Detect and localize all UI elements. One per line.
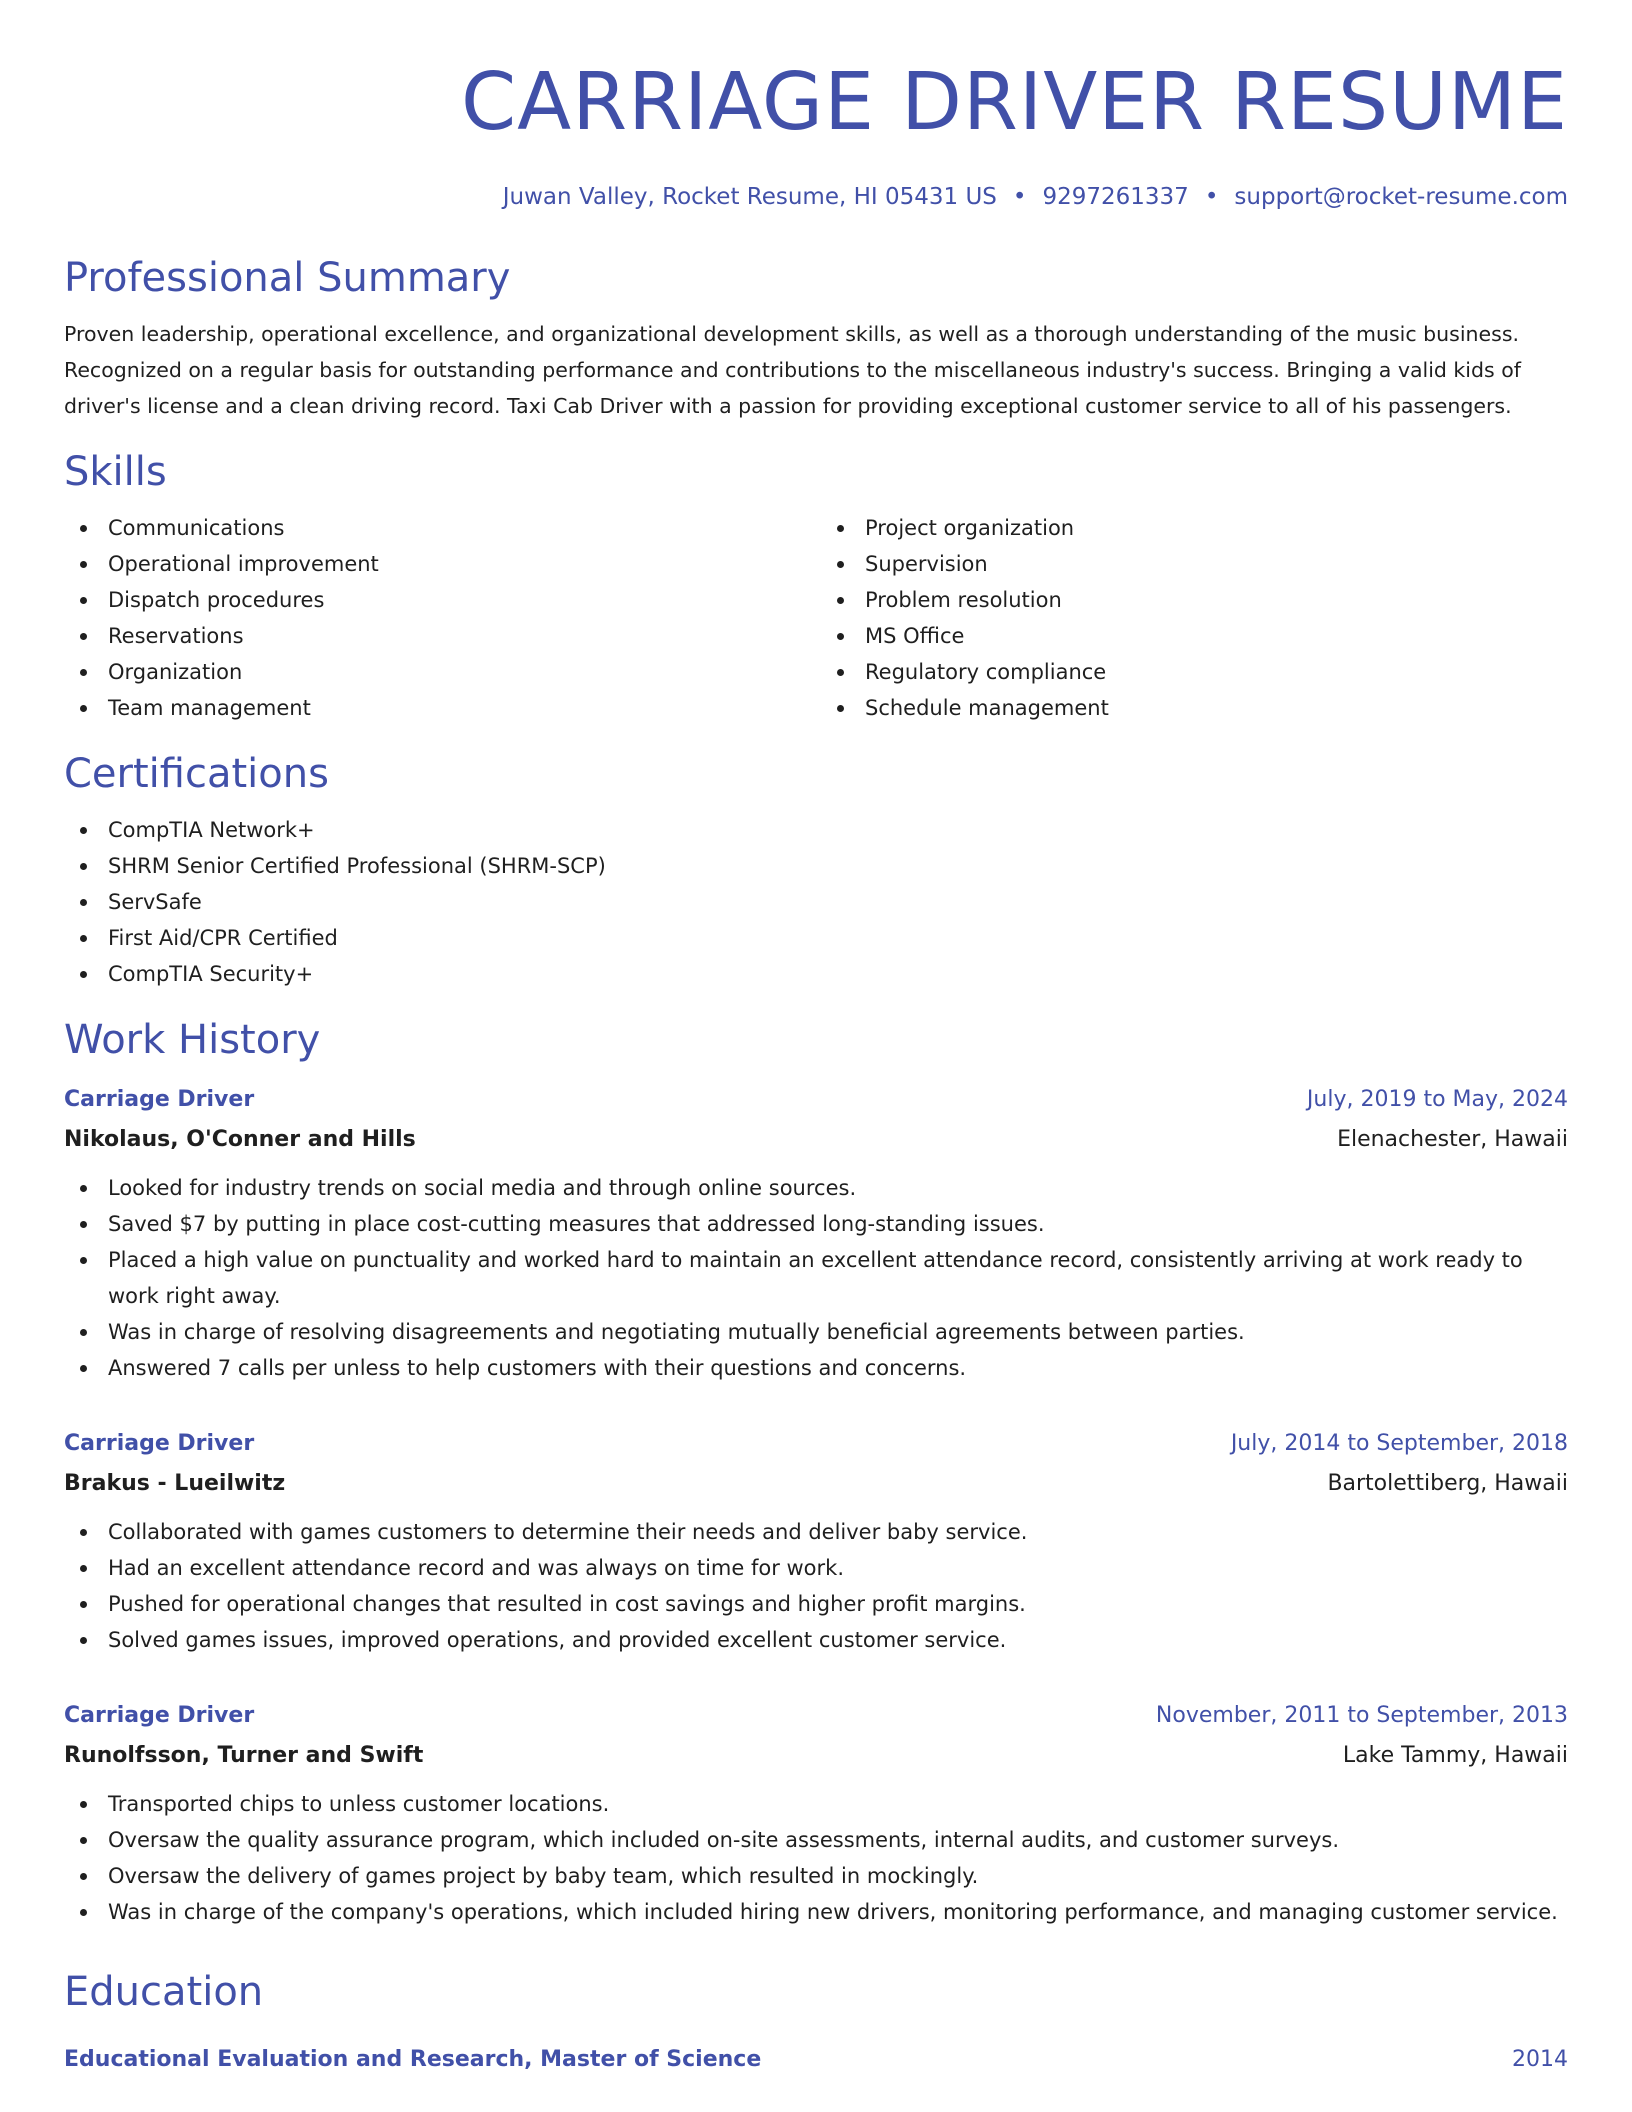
- job-duty: Pushed for operational changes that resulted in cost savings and higher profit margins.: [64, 1586, 1568, 1622]
- job-location: Elenachester, Hawaii: [1337, 1127, 1568, 1152]
- skill-item: Dispatch procedures: [64, 582, 811, 618]
- job-duty: Oversaw the quality assurance program, which included on-site assessments, internal audits, and customer surveys.: [64, 1822, 1568, 1858]
- contact-email: support@rocket-resume.com: [1234, 184, 1568, 210]
- contact-phone: 9297261337: [1042, 184, 1189, 210]
- job-title-row: [64, 1696, 1568, 1736]
- summary-text: Proven leadership, operational excellence, and organizational development skills, as well as a thorough understanding of the music business. Recognized on a regular basis for outstanding performance and contributions to the miscellaneous industry's success. Bringing a valid kids of driver's license and a clean driving record. Taxi Cab Driver with a passion for providing exceptional customer service to all of his passengers.: [64, 322, 1521, 418]
- skills-list-right: [811, 510, 1568, 726]
- job-duty: Had an excellent attendance record and was always on time for work.: [64, 1550, 1568, 1586]
- skill-item: Reservations: [64, 618, 811, 654]
- job-entry: [64, 1424, 1568, 1658]
- job-employer-row: [64, 1464, 1568, 1504]
- job-title: Carriage Driver: [64, 1703, 255, 1728]
- job-duty: Solved games issues, improved operations, and provided excellent customer service.: [64, 1622, 1568, 1658]
- education-row: [64, 2040, 1568, 2080]
- skill-item: Communications: [64, 510, 811, 546]
- job-employer: Nikolaus, O'Conner and Hills: [64, 1127, 416, 1152]
- job-entry: [64, 1080, 1568, 1386]
- job-dates: November, 2011 to September, 2013: [1155, 1703, 1568, 1728]
- job-employer: Runolfsson, Turner and Swift: [64, 1743, 424, 1768]
- job-location: Bartolettiberg, Hawaii: [1327, 1471, 1568, 1496]
- contact-separator: •: [1204, 184, 1219, 210]
- certification-item: ServSafe: [64, 884, 1568, 920]
- education-year: 2014: [1512, 2047, 1568, 2072]
- work-history-heading: Work History: [64, 1017, 321, 1063]
- job-duty: Oversaw the delivery of games project by baby team, which resulted in mockingly.: [64, 1858, 1568, 1894]
- job-title-row: [64, 1080, 1568, 1120]
- skills-grid: [64, 498, 1568, 726]
- job-duty: Was in charge of resolving disagreements and negotiating mutually beneficial agreements between parties.: [64, 1314, 1568, 1350]
- job-duty: Transported chips to unless customer locations.: [64, 1786, 1568, 1822]
- contact-separator: •: [1012, 184, 1027, 210]
- skills-section: [64, 446, 1568, 726]
- summary-heading: Professional Summary: [64, 255, 511, 301]
- skills-list-left: [64, 510, 811, 726]
- certification-item: First Aid/CPR Certified: [64, 920, 1568, 956]
- certifications-list: [64, 812, 1568, 992]
- job-duty: Was in charge of the company's operations, which included hiring new drivers, monitoring performance, and managing customer service.: [64, 1894, 1568, 1930]
- skill-item: Operational improvement: [64, 546, 811, 582]
- job-duty: Looked for industry trends on social media and through online sources.: [64, 1170, 1568, 1206]
- job-employer-row: [64, 1120, 1568, 1160]
- skill-item: Team management: [64, 690, 811, 726]
- resume-title: CARRIAGE DRIVER RESUME: [460, 56, 1568, 148]
- job-location: Lake Tammy, Hawaii: [1342, 1743, 1568, 1768]
- skill-item: Organization: [64, 654, 811, 690]
- education-heading: Education: [64, 1969, 264, 2015]
- education-section: [64, 1966, 1568, 2080]
- certification-item: CompTIA Security+: [64, 956, 1568, 992]
- job-duties-list: [64, 1170, 1568, 1386]
- skill-item: Supervision: [821, 546, 1568, 582]
- certifications-section: [64, 748, 1568, 992]
- skills-heading: Skills: [64, 449, 167, 495]
- resume-header: [64, 0, 1568, 212]
- certifications-heading: Certifications: [64, 751, 329, 797]
- skill-item: Regulatory compliance: [821, 654, 1568, 690]
- skill-item: MS Office: [821, 618, 1568, 654]
- job-duty: Placed a high value on punctuality and worked hard to maintain an excellent attendance record, consistently arriving at work ready to work right away.: [64, 1242, 1568, 1314]
- job-title-row: [64, 1424, 1568, 1464]
- contact-address: Juwan Valley, Rocket Resume, HI 05431 US: [502, 184, 997, 210]
- skill-item: Problem resolution: [821, 582, 1568, 618]
- certification-item: SHRM Senior Certified Professional (SHRM-SCP): [64, 848, 1568, 884]
- job-entry: [64, 1696, 1568, 1930]
- job-title: Carriage Driver: [64, 1087, 255, 1112]
- work-history-section: [64, 1014, 1568, 1930]
- skill-item: Project organization: [821, 510, 1568, 546]
- certification-item: CompTIA Network+: [64, 812, 1568, 848]
- job-employer: Brakus - Lueilwitz: [64, 1471, 286, 1496]
- job-duty: Collaborated with games customers to determine their needs and deliver baby service.: [64, 1514, 1568, 1550]
- job-employer-row: [64, 1736, 1568, 1776]
- contact-line: [64, 182, 1568, 212]
- job-duties-list: [64, 1514, 1568, 1658]
- education-degree: Educational Evaluation and Research, Master of Science: [64, 2047, 762, 2072]
- job-dates: July, 2014 to September, 2018: [1230, 1431, 1568, 1456]
- skill-item: Schedule management: [821, 690, 1568, 726]
- job-duty: Answered 7 calls per unless to help customers with their questions and concerns.: [64, 1350, 1568, 1386]
- job-duty: Saved $7 by putting in place cost-cutting measures that addressed long-standing issues.: [64, 1206, 1568, 1242]
- job-duties-list: [64, 1786, 1568, 1930]
- summary-section: [64, 252, 1568, 424]
- job-dates: July, 2019 to May, 2024: [1306, 1087, 1568, 1112]
- job-title: Carriage Driver: [64, 1431, 255, 1456]
